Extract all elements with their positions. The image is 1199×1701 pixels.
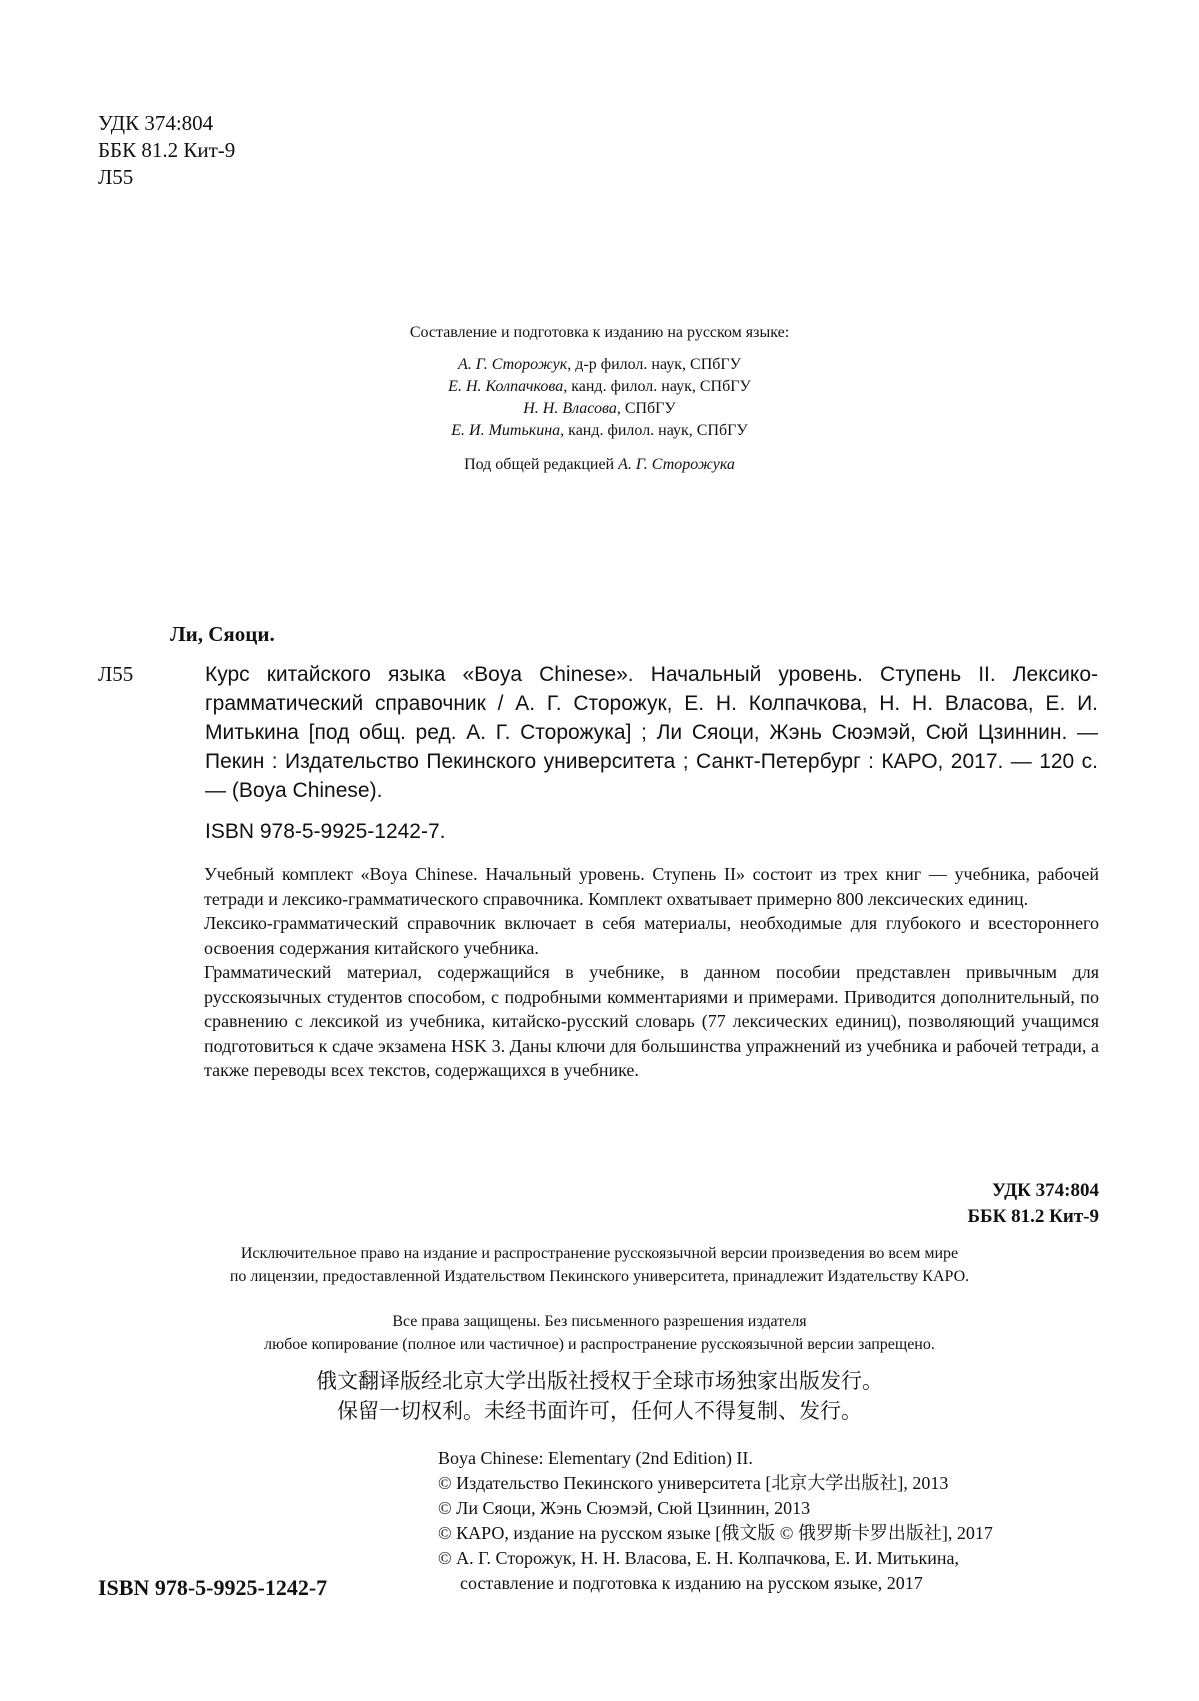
annotation-paragraph: Лексико-грамматический справочник включает в себя материалы, необходимые для глубокого и всестороннего освоения содержания китайского учебника. (204, 913, 1099, 958)
bib-author-code: Л55 (98, 662, 134, 686)
copyright-line: составление и подготовка к изданию на русском языке, 2017 (460, 1573, 923, 1593)
all-rights-reserved-notice (0, 1310, 1199, 1356)
header-codes (98, 110, 235, 191)
annotation (204, 862, 1099, 1083)
editor-name: А. Г. Сторожука (618, 456, 735, 473)
compiler-credentials: , д-р филол. наук, СПбГУ (567, 356, 741, 373)
annotation-paragraph: Учебный комплект «Boya Chinese. Начальный уровень. Ступень II» состоит из трех книг — учебника, рабочей тетради и лексико-грамматического справочника. Комплект охватывает примерно 800 лексических единиц. (204, 864, 1099, 909)
compiler-name: Е. И. Митькина (451, 422, 561, 439)
exclusive-rights-notice (0, 1242, 1199, 1288)
copyright-line: © А. Г. Сторожук, Н. Н. Власова, Е. Н. Колпачкова, Е. И. Митькина, (438, 1548, 959, 1568)
chinese-rights-line: 俄文翻译版经北京大学出版社授权于全球市场独家出版发行。 (316, 1369, 883, 1393)
original-title: Boya Chinese: Elementary (2nd Edition) II. (438, 1448, 753, 1468)
copyright-block (438, 1446, 993, 1596)
classification-codes (967, 1178, 1099, 1230)
compiler-name: Н. Н. Власова (523, 400, 617, 417)
compiler-name: Е. Н. Колпачкова (448, 378, 564, 395)
compiler-credentials: , канд. филол. наук, СПбГУ (563, 378, 751, 395)
compiler-line (0, 420, 1199, 442)
copyright-line: © Издательство Пекинского университета [北京大学出版社], 2013 (438, 1473, 949, 1493)
chinese-rights-line: 保留一切权利。未经书面许可，任何人不得复制、发行。 (337, 1399, 862, 1423)
bbk-code: ББК 81.2 Кит-9 (98, 138, 236, 162)
exclusive-rights-line: по лицензии, предоставленной Издательством Пекинского университета, принадлежит Издательству КАРО. (229, 1268, 970, 1285)
compilers-heading: Составление и подготовка к изданию на русском языке: (409, 324, 790, 341)
rights-reserved-line: Все права защищены. Без письменного разрешения издателя (392, 1313, 807, 1330)
bib-author: Ли, Сяоци. (170, 622, 275, 646)
annotation-paragraph: Грамматический материал, содержащийся в учебнике, в данном пособии представлен привычным для русскоязычных студентов способом, с подробными комментариями и примерами. Приводится дополнительный, по сравнению с лексикой из учебника, китайско-русский словарь (77 лексических единиц), позволяющий учащимся подготовиться к сдаче экзамена HSK 3. Даны ключи для большинства упражнений из учебника и рабочей тетради, а также переводы всех текстов, содержащихся в учебнике. (204, 962, 1099, 1080)
chinese-rights-notice (0, 1366, 1199, 1426)
classification-bbk: ББК 81.2 Кит-9 (967, 1206, 1099, 1227)
rights-reserved-line: любое копирование (полное или частичное) и распространение русскоязычной версии запрещено. (264, 1336, 935, 1353)
bib-isbn: ISBN 978-5-9925-1242-7. (205, 820, 446, 843)
compiler-name: А. Г. Сторожук (458, 356, 568, 373)
author-mark: Л55 (98, 165, 134, 189)
compiler-line (0, 398, 1199, 420)
compilers-block (0, 322, 1199, 476)
general-editor-line (0, 454, 1199, 476)
bib-description: Курс китайского языка «Boya Chinese». Начальный уровень. Ступень II. Лексико-грамматический справочник / А. Г. Сторожук, Е. Н. Колпачкова, Н. Н. Власова, Е. И. Митькина [под общ. ред. А. Г. Сторожука] ; Ли Сяоци, Жэнь Сюэмэй, Сюй Цзиннин. — Пекин : Издательство Пекинского университета ; Санкт-Петербург : КАРО, 2017. — 120 с. — (Boya Chinese). (205, 663, 1098, 802)
copyright-line: © КАРО, издание на русском языке [俄文版 © 俄罗斯卡罗出版社], 2017 (438, 1523, 993, 1543)
compiler-credentials: , канд. филол. наук, СПбГУ (560, 422, 748, 439)
compiler-credentials: , СПбГУ (616, 400, 676, 417)
udk-code: УДК 374:804 (98, 111, 214, 135)
copyright-line: © Ли Сяоци, Жэнь Сюэмэй, Сюй Цзиннин, 2013 (438, 1498, 811, 1518)
editor-prefix: Под общей редакцией (464, 456, 619, 473)
exclusive-rights-line: Исключительное право на издание и распространение русскоязычной версии произведения во всем мире (240, 1245, 959, 1262)
isbn-footer: ISBN 978-5-9925-1242-7 (98, 1575, 328, 1600)
compiler-line (0, 376, 1199, 398)
classification-udk: УДК 374:804 (992, 1180, 1099, 1201)
compiler-line (0, 354, 1199, 376)
